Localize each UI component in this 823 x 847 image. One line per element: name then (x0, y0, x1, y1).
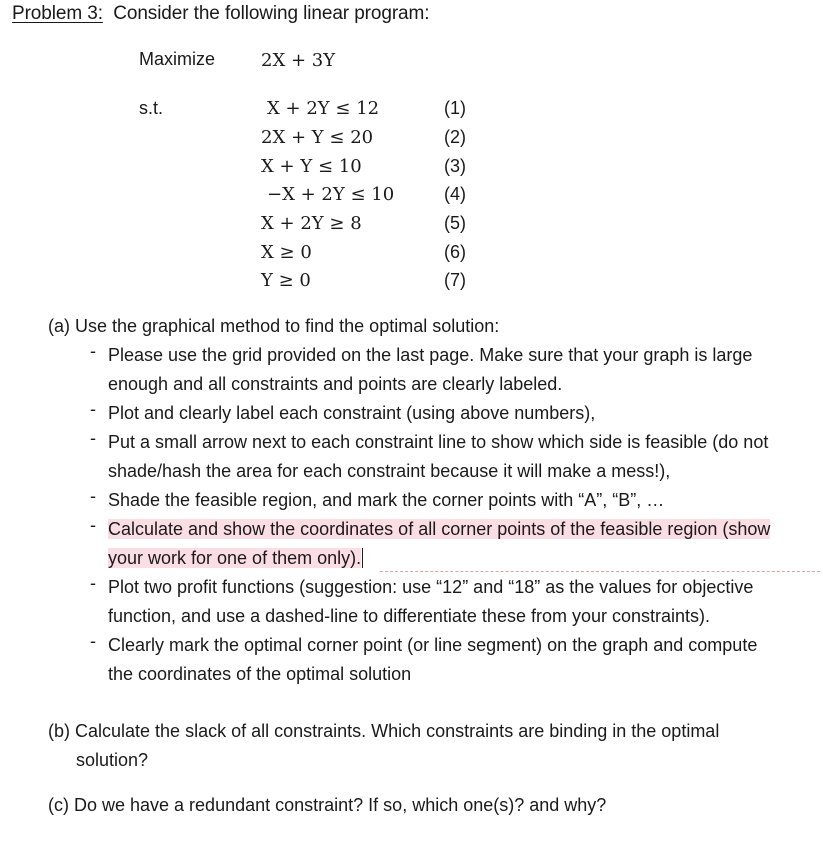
bullet-2-line-1: Plot and clearly label each constraint (using above numbers), (108, 403, 596, 423)
problem-heading (12, 3, 429, 25)
bullet-dash: - (90, 341, 96, 361)
bullet-dash: - (90, 486, 96, 506)
constraint-2-expr: 2X + Y ≤ 20 (261, 127, 374, 148)
constraint-3-number: (3) (444, 156, 466, 176)
bullet-1-line-2: enough and all constraints and points are clearly labeled. (108, 374, 563, 394)
part-b-line-2: solution? (76, 750, 149, 770)
part-b (48, 717, 719, 775)
part-a-bullet-3 (108, 428, 818, 486)
constraint-7-expr: Y ≥ 0 (261, 270, 311, 291)
part-c (48, 791, 606, 820)
constraint-4-expr: −X + 2Y ≤ 10 (267, 184, 395, 205)
bullet-5-line-1[interactable]: Calculate and show the coordinates of all corner points of the feasible region (show (108, 519, 771, 539)
constraint-3-expr: X + Y ≤ 10 (261, 156, 362, 177)
comment-anchor-line (380, 571, 820, 572)
bullet-7-line-2: the coordinates of the optimal solution (108, 664, 412, 684)
bullet-4-line-1: Shade the feasible region, and mark the corner points with “A”, “B”, … (108, 490, 665, 510)
constraint-6-number: (6) (444, 242, 466, 262)
part-a-bullet-6 (108, 573, 818, 631)
part-a-bullet-1 (108, 341, 818, 399)
bullet-dash: - (90, 399, 96, 419)
bullet-6-line-2: function, and use a dashed-line to differentiate these from your constraints). (108, 606, 711, 626)
bullet-dash: - (90, 515, 96, 535)
objective-function: 2X + 3Y (261, 50, 336, 71)
constraint-1-number: (1) (444, 98, 466, 118)
bullet-3-line-2: shade/hash the area for each constraint because it will make a mess!), (108, 461, 671, 481)
subject-to-label: s.t. (139, 98, 164, 118)
part-a-bullet-7 (108, 631, 818, 689)
part-a-bullet-5[interactable] (108, 515, 818, 573)
part-a-heading: (a) Use the graphical method to find the optimal solution: (48, 316, 500, 336)
constraint-2-number: (2) (444, 127, 466, 147)
bullet-dash: - (90, 428, 96, 448)
objective-label: Maximize (139, 49, 216, 69)
part-b-line-1: (b) Calculate the slack of all constraints. Which constraints are binding in the optimal (48, 721, 720, 741)
bullet-7-line-1: Clearly mark the optimal corner point (or line segment) on the graph and compute (108, 635, 758, 655)
constraint-6-expr: X ≥ 0 (261, 242, 312, 263)
bullet-6-line-1: Plot two profit functions (suggestion: use “12” and “18” as the values for objective (108, 577, 754, 597)
bullet-5-line-2[interactable]: your work for one of them only). (108, 548, 362, 568)
constraint-4-number: (4) (444, 184, 466, 204)
text-cursor (362, 548, 363, 568)
part-c-line-1: (c) Do we have a redundant constraint? If so, which one(s)? and why? (48, 795, 607, 815)
constraint-7-number: (7) (444, 270, 466, 290)
constraint-1-expr: X + 2Y ≤ 12 (267, 98, 380, 119)
bullet-dash: - (90, 631, 96, 651)
problem-title: Consider the following linear program: (113, 3, 430, 24)
constraint-5-number: (5) (444, 213, 466, 233)
bullet-dash: - (90, 573, 96, 593)
part-a-bullet-4 (108, 486, 818, 515)
bullet-1-line-1: Please use the grid provided on the last page. Make sure that your graph is large (108, 345, 753, 365)
part-a-bullet-2 (108, 399, 818, 428)
constraint-5-expr: X + 2Y ≥ 8 (261, 213, 362, 234)
bullet-3-line-1: Put a small arrow next to each constraint line to show which side is feasible (do not (108, 432, 769, 452)
problem-label: Problem 3: (12, 3, 103, 24)
